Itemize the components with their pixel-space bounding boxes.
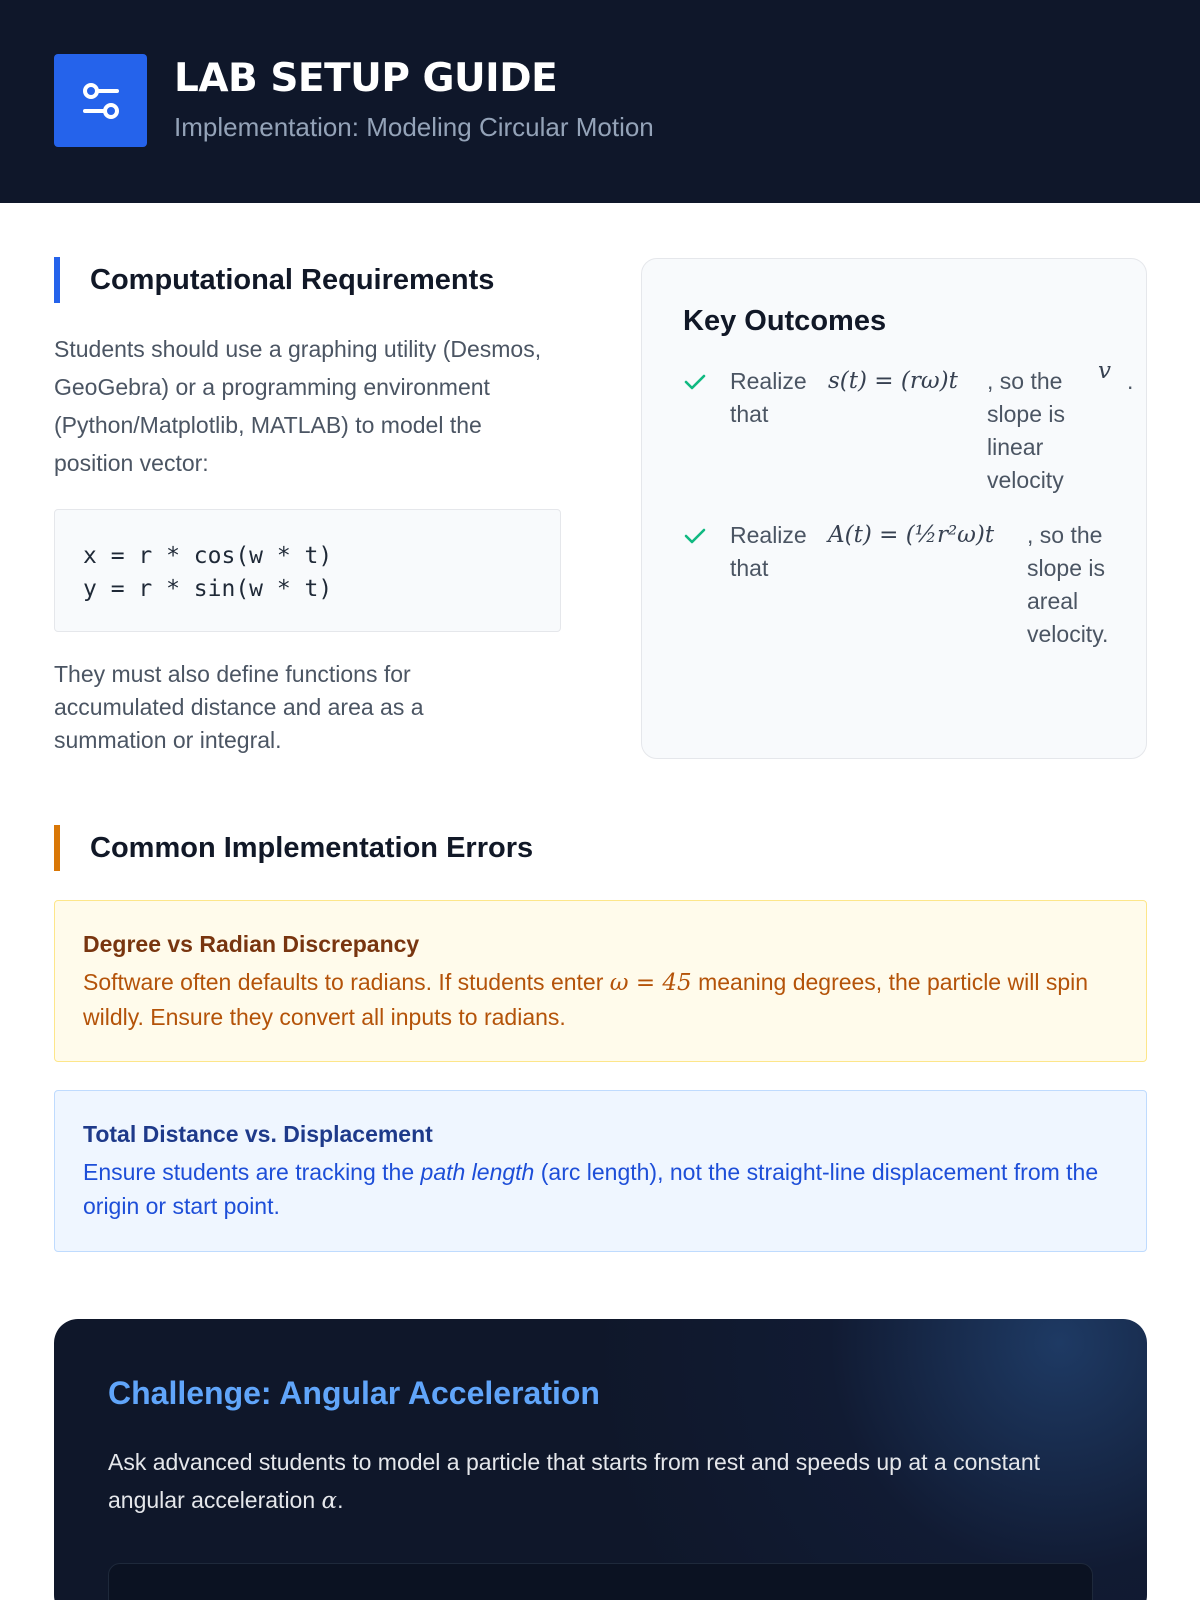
emphasis-text: path length bbox=[420, 1159, 535, 1185]
distance-displacement-alert bbox=[54, 1090, 1147, 1252]
requirements-outro: They must also define functions for accumulated distance and area as a summation or integral. bbox=[54, 661, 424, 753]
errors-heading-text: Common Implementation Errors bbox=[90, 831, 534, 864]
degree-radian-alert bbox=[54, 900, 1147, 1062]
page-subtitle: Implementation: Modeling Circular Motion bbox=[174, 112, 654, 142]
heading-accent-bar bbox=[54, 825, 60, 871]
page-header bbox=[0, 0, 1200, 203]
challenge-title: Challenge: Angular Acceleration bbox=[108, 1375, 600, 1411]
requirements-heading-text: Computational Requirements bbox=[90, 263, 495, 296]
key-outcomes-card bbox=[641, 258, 1147, 759]
math-symbol: α bbox=[321, 1488, 338, 1514]
key-outcomes-title: Key Outcomes bbox=[683, 305, 887, 337]
alert-text: Software often defaults to radians. If students enter ω = 45 meaning degrees, the particle will spin wildly. Ensure they convert all inputs to radians. bbox=[83, 969, 1089, 1030]
requirements-intro: Students should use a graphing utility (Desmos, GeoGebra) or a programming environment (Python/Matplotlib, MATLAB) to model the position vector: bbox=[54, 336, 542, 476]
heading-accent-bar bbox=[54, 257, 60, 303]
alert-text: Ensure students are tracking the path length (arc length), not the straight-line displacement from the origin or start point. bbox=[83, 1159, 1099, 1219]
check-icon bbox=[683, 525, 707, 547]
alert-title: Total Distance vs. Displacement bbox=[83, 1121, 433, 1147]
math-inline: ω = 45 bbox=[609, 970, 692, 996]
challenge-panel bbox=[54, 1319, 1147, 1600]
outcome-item: Realize that A(t) = (½r²ω)t , so the slope is areal velocity. bbox=[683, 519, 1133, 659]
code-line: y = r * sin(w * t) bbox=[83, 576, 333, 602]
check-icon bbox=[683, 371, 707, 393]
alert-title: Degree vs Radian Discrepancy bbox=[83, 931, 420, 957]
page-title: LAB SETUP GUIDE bbox=[174, 56, 558, 101]
code-block bbox=[54, 509, 561, 632]
math-symbol: v bbox=[1098, 358, 1111, 384]
challenge-text: Ask advanced students to model a particle that starts from rest and speeds up at a constant angular acceleration α. bbox=[108, 1449, 1041, 1514]
settings-sliders-icon bbox=[54, 54, 147, 147]
errors-heading bbox=[54, 825, 533, 871]
outcome-item: Realize that s(t) = (rω)t , so the slope is linear velocity v . bbox=[683, 365, 1133, 505]
challenge-inner-panel bbox=[108, 1563, 1093, 1600]
code-line: x = r * cos(w * t) bbox=[83, 543, 333, 569]
requirements-heading bbox=[54, 257, 494, 303]
math-formula: s(t) = (rω)t bbox=[828, 368, 958, 394]
math-formula: A(t) = (½r²ω)t bbox=[828, 522, 995, 548]
